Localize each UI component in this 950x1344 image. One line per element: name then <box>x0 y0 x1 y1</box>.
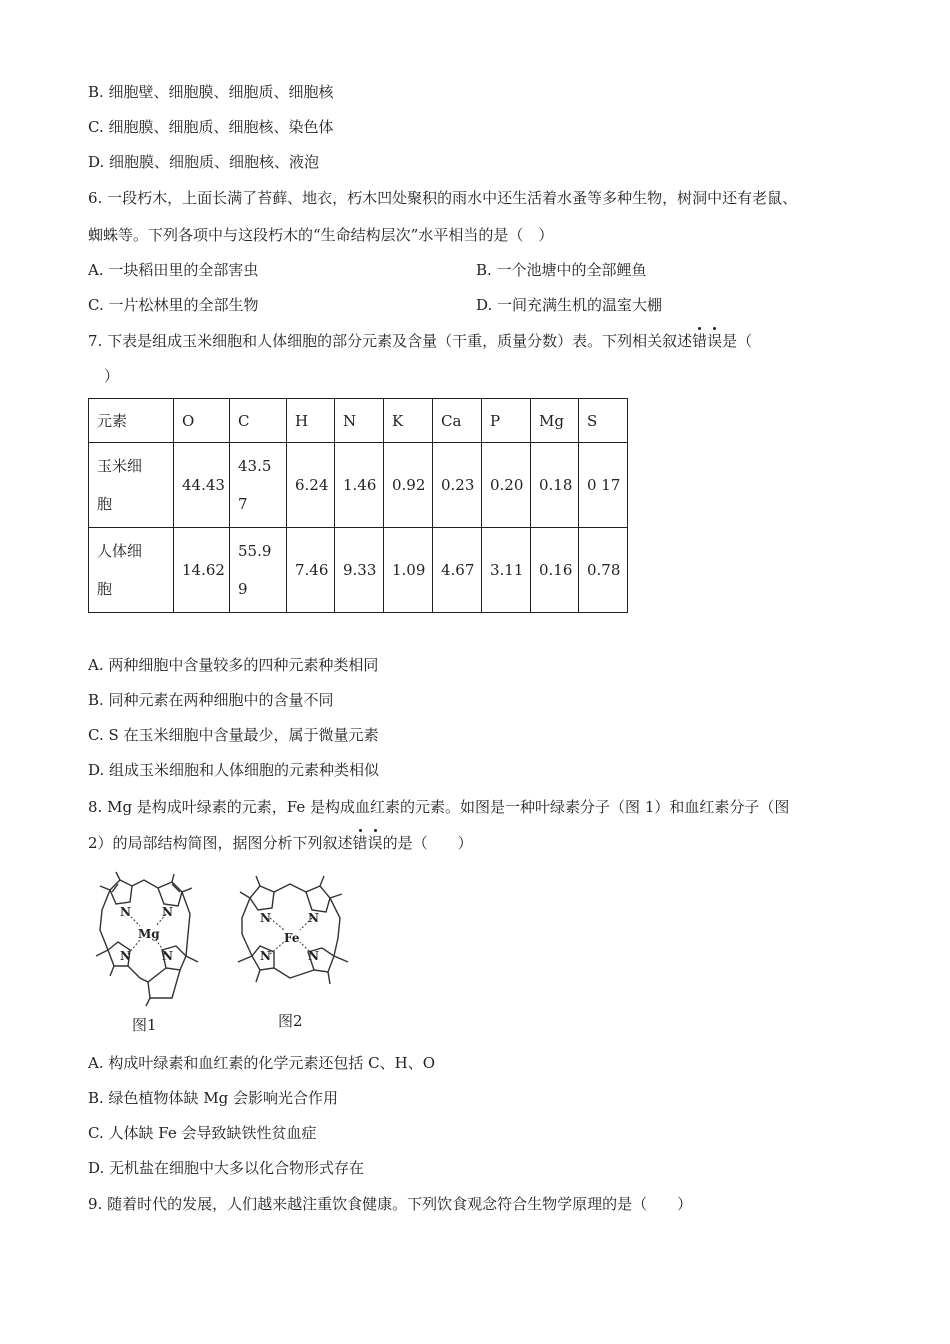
atom-n-label: N <box>260 949 271 963</box>
table-row-label: 人体细 胞 <box>89 528 174 613</box>
table-header-cell: C <box>230 399 287 443</box>
q9-stem: 9. 随着时代的发展，人们越来越注重饮食健康。下列饮食观念符合生物学原理的是（ ） <box>88 1195 693 1213</box>
chlorophyll-structure-diagram <box>88 870 213 1010</box>
table-header-cell: H <box>287 399 335 443</box>
table-cell: 0.16 <box>531 528 579 613</box>
q8-option-d: D. 无机盐在细胞中大多以化合物形式存在 <box>88 1159 365 1177</box>
q7-stem: 7. 下表是组成玉米细胞和人体细胞的部分元素及含量（干重，质量分数）表。下列相关叙述错误是（ <box>88 332 753 350</box>
figure-2-caption: 图2 <box>278 1012 303 1030</box>
atom-n-label: N <box>308 949 319 963</box>
q6-option-b: B. 一个池塘中的全部鲤鱼 <box>476 261 647 279</box>
table-row-label: 玉米细 胞 <box>89 443 174 528</box>
q6-option-d: D. 一间充满生机的温室大棚 <box>476 296 663 314</box>
q8-stem-line2: 2）的局部结构简图，据图分析下列叙述错误的是（ ） <box>88 834 473 852</box>
emphasis-char: 错 <box>692 332 708 350</box>
table-cell: 0 17 <box>579 443 628 528</box>
table-cell: 14.62 <box>174 528 230 613</box>
q7-option-b: B. 同种元素在两种细胞中的含量不同 <box>88 691 334 709</box>
q7-option-a: A. 两种细胞中含量较多的四种元素种类相同 <box>88 656 379 674</box>
element-content-table <box>88 398 628 613</box>
table-header-cell: P <box>482 399 531 443</box>
emphasis-char: 错 <box>352 834 368 852</box>
table-cell: 0.20 <box>482 443 531 528</box>
table-row <box>89 443 628 528</box>
table-header-cell: 元素 <box>89 399 174 443</box>
table-header-cell: Ca <box>433 399 482 443</box>
table-cell: 0.23 <box>433 443 482 528</box>
q8-stem-line1: 8. Mg 是构成叶绿素的元素，Fe 是构成血红素的元素。如图是一种叶绿素分子（图 1）和血红素分子（图 <box>88 798 790 816</box>
table-cell: 0.92 <box>384 443 433 528</box>
table-cell: 1.46 <box>335 443 384 528</box>
table-header-cell: N <box>335 399 384 443</box>
atom-n-label: N <box>120 949 131 963</box>
q5-option-d: D. 细胞膜、细胞质、细胞核、液泡 <box>88 153 320 171</box>
table-row <box>89 528 628 613</box>
atom-n-label: N <box>120 905 131 919</box>
table-cell: 0.18 <box>531 443 579 528</box>
table-cell: 1.09 <box>384 528 433 613</box>
table-cell: 9.33 <box>335 528 384 613</box>
table-cell: 3.11 <box>482 528 531 613</box>
q5-option-c: C. 细胞膜、细胞质、细胞核、染色体 <box>88 118 334 136</box>
table-header-cell: O <box>174 399 230 443</box>
iron-label: Fe <box>284 931 300 945</box>
table-header-cell: S <box>579 399 628 443</box>
q6-stem-line2: 蜘蛛等。下列各项中与这段朽木的“生命结构层次”水平相当的是（ ） <box>88 226 554 244</box>
q6-option-a: A. 一块稻田里的全部害虫 <box>88 261 259 279</box>
table-cell: 4.67 <box>433 528 482 613</box>
q6-stem-line1: 6. 一段朽木，上面长满了苔藓、地衣，朽木凹处聚积的雨水中还生活着水蚤等多种生物，树洞中还有老鼠、 <box>88 189 798 207</box>
emphasis-char: 误 <box>367 834 383 852</box>
atom-n-label: N <box>162 905 173 919</box>
magnesium-label: Mg <box>138 927 160 941</box>
atom-n-label: N <box>260 911 271 925</box>
q8-option-b: B. 绿色植物体缺 Mg 会影响光合作用 <box>88 1089 339 1107</box>
q5-option-b: B. 细胞壁、细胞膜、细胞质、细胞核 <box>88 83 334 101</box>
heme-structure-diagram <box>230 872 360 1002</box>
table-cell: 44.43 <box>174 443 230 528</box>
figure-1-caption: 图1 <box>132 1016 157 1034</box>
table-cell: 6.24 <box>287 443 335 528</box>
table-cell: 7.46 <box>287 528 335 613</box>
emphasis-char: 误 <box>707 332 723 350</box>
q6-option-c: C. 一片松林里的全部生物 <box>88 296 259 314</box>
atom-n-label: N <box>308 911 319 925</box>
table-cell: 0.78 <box>579 528 628 613</box>
table-cell: 43.5 7 <box>230 443 287 528</box>
atom-n-label: N <box>162 949 173 963</box>
q7-stem-line2: ） <box>104 367 120 385</box>
q7-option-d: D. 组成玉米细胞和人体细胞的元素种类相似 <box>88 761 380 779</box>
table-cell: 55.9 9 <box>230 528 287 613</box>
table-header-cell: Mg <box>531 399 579 443</box>
q8-option-c: C. 人体缺 Fe 会导致缺铁性贫血症 <box>88 1124 317 1142</box>
q7-option-c: C. S 在玉米细胞中含量最少，属于微量元素 <box>88 726 379 744</box>
table-header-row <box>89 399 628 443</box>
q8-option-a: A. 构成叶绿素和血红素的化学元素还包括 C、H、O <box>88 1054 435 1072</box>
table-header-cell: K <box>384 399 433 443</box>
